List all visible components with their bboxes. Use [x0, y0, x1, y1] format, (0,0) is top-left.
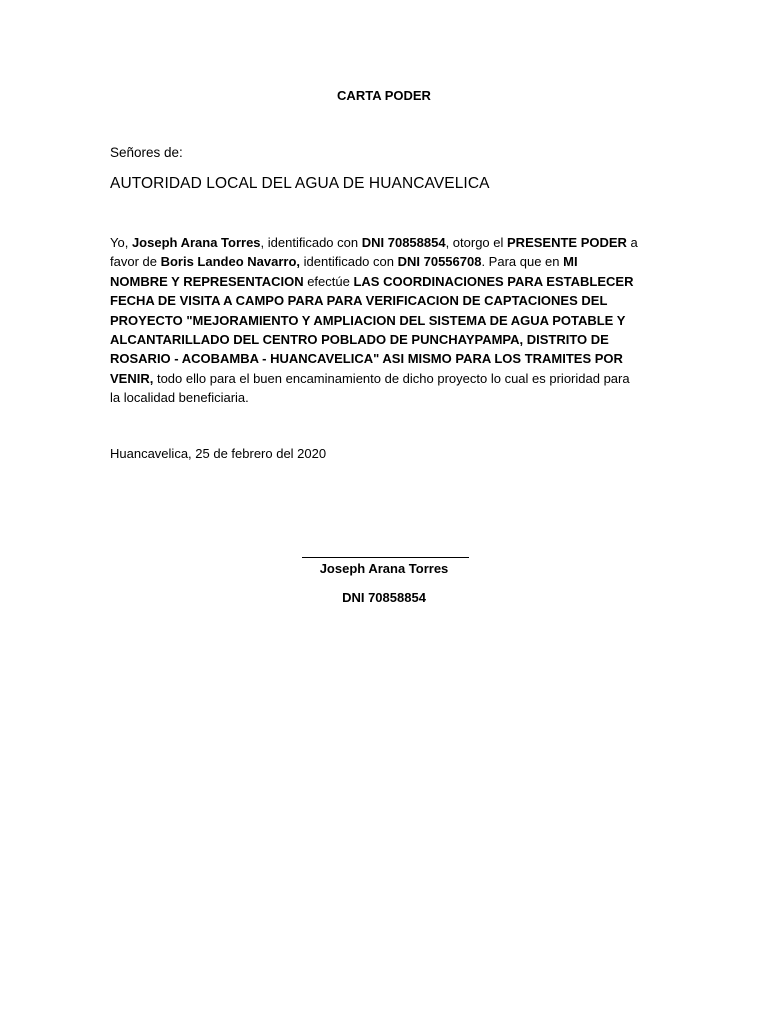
signature-line: [302, 557, 469, 558]
place-date: Huancavelica, 25 de febrero del 2020: [110, 446, 327, 461]
body-text-segment: , identificado con: [260, 235, 362, 250]
coordination-scope: LAS COORDINACIONES PARA ESTABLECER FECHA DE VISITA A CAMPO PARA PARA VERIFICACION DE CAPTACIONES DEL PROYECTO "MEJORAMIENTO Y AMPLIACION DEL SISTEMA DE AGUA POTABLE Y ALCANTARILLADO DEL CENTRO POBLADO DE PUNCHAYPAMPA, DISTRITO DE ROSARIO - ACOBAMBA - HUANCAVELICA" ASI MISMO PARA LOS TRAMITES POR VENIR,: [110, 273, 634, 386]
power-phrase: PRESENTE PODER: [507, 235, 627, 250]
body-text-segment: todo ello para el buen encaminamiento de dicho proyecto lo cual es prioridad para la localidad beneficiaria.: [110, 370, 630, 406]
salutation: Señores de:: [110, 145, 183, 160]
body-text-segment: . Para que en: [481, 254, 564, 270]
signatory-name: Joseph Arana Torres: [319, 561, 449, 576]
body-text-segment: efectúe: [303, 273, 354, 289]
addressee: AUTORIDAD LOCAL DEL AGUA DE HUANCAVELICA: [110, 175, 490, 192]
document-title: CARTA PODER: [337, 88, 431, 103]
body-text-segment: , otorgo el: [445, 235, 508, 250]
grantee-dni: DNI 70556708: [397, 254, 482, 270]
grantee-name: Boris Landeo Navarro,: [160, 254, 301, 270]
grantor-dni: DNI 70858854: [361, 235, 446, 250]
grantor-name: Joseph Arana Torres: [131, 235, 261, 250]
representation-phrase: MI NOMBRE Y REPRESENTACION: [110, 254, 578, 289]
letter-body: [110, 233, 638, 408]
signatory-dni: DNI 70858854: [342, 590, 426, 605]
body-text-segment: identificado con: [300, 254, 398, 270]
body-text-segment: Yo,: [110, 235, 132, 250]
body-text-segment: a favor de: [110, 235, 638, 270]
